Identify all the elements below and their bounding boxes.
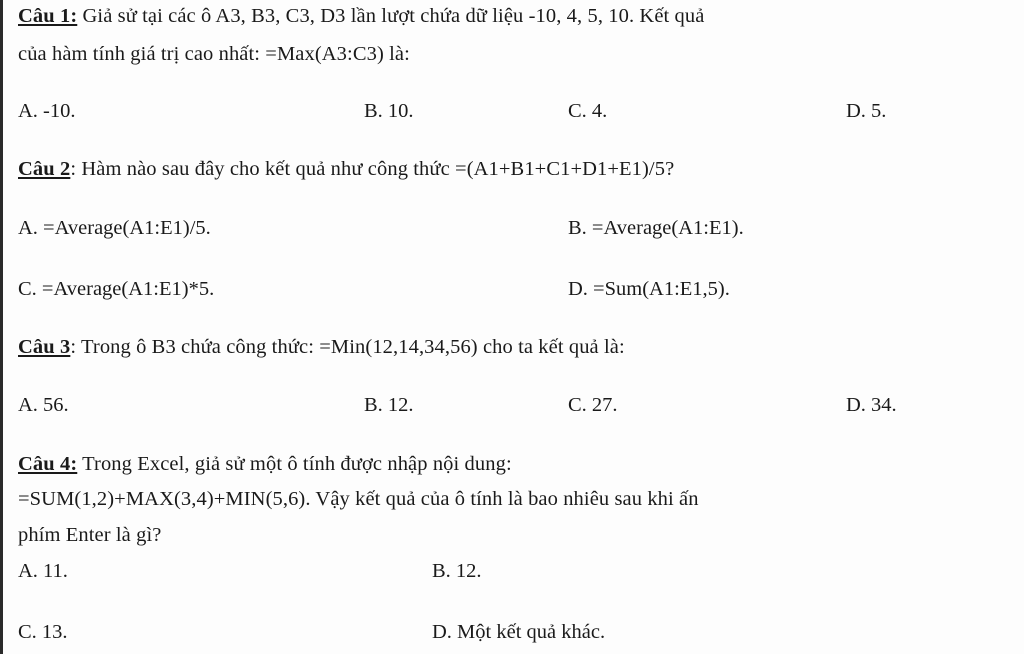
q3-text-1: : Trong ô B3 chứa công thức: =Min(12,14,34,56) cho ta kết quả là:: [70, 336, 625, 358]
q4-line-2: =SUM(1,2)+MAX(3,4)+MIN(5,6). Vậy kết quả của ô tính là bao nhiêu sau khi ấn: [18, 488, 699, 510]
q3-option-c: C. 27.: [568, 394, 618, 416]
q1-line-2: của hàm tính giá trị cao nhất: =Max(A3:C3) là:: [18, 43, 410, 65]
q2-option-a: A. =Average(A1:E1)/5.: [18, 217, 211, 239]
q1-option-a: A. -10.: [18, 100, 76, 122]
q3-option-d: D. 34.: [846, 394, 897, 416]
q4-option-a: A. 11.: [18, 560, 68, 582]
q4-line-1: [18, 451, 512, 477]
q2-text-1: : Hàm nào sau đây cho kết quả như công thức =(A1+B1+C1+D1+E1)/5?: [70, 158, 675, 180]
q2-line-1: [18, 156, 674, 182]
q3-option-a: A. 56.: [18, 394, 69, 416]
q3-label: Câu 3: [18, 336, 71, 358]
q1-option-b: B. 10.: [364, 100, 414, 122]
q1-label: Câu 1:: [18, 5, 78, 27]
q4-label: Câu 4:: [18, 453, 78, 475]
q2-option-b: B. =Average(A1:E1).: [568, 217, 744, 239]
q1-text-1: Giả sử tại các ô A3, B3, C3, D3 lần lượt chứa dữ liệu -10, 4, 5, 10. Kết quả: [77, 5, 705, 27]
q1-option-d: D. 5.: [846, 100, 887, 122]
q1-line-1: [18, 3, 704, 29]
left-border: [0, 0, 3, 654]
q2-option-c: C. =Average(A1:E1)*5.: [18, 278, 215, 300]
q1-option-c: C. 4.: [568, 100, 608, 122]
q4-option-c: C. 13.: [18, 621, 68, 643]
q4-option-d: D. Một kết quả khác.: [432, 621, 606, 643]
q4-option-b: B. 12.: [432, 560, 482, 582]
q3-option-b: B. 12.: [364, 394, 414, 416]
q4-text-1: Trong Excel, giả sử một ô tính được nhập nội dung:: [77, 453, 512, 475]
q3-line-1: [18, 334, 625, 360]
q2-option-d: D. =Sum(A1:E1,5).: [568, 278, 730, 300]
q2-label: Câu 2: [18, 158, 71, 180]
q4-line-3: phím Enter là gì?: [18, 524, 162, 546]
